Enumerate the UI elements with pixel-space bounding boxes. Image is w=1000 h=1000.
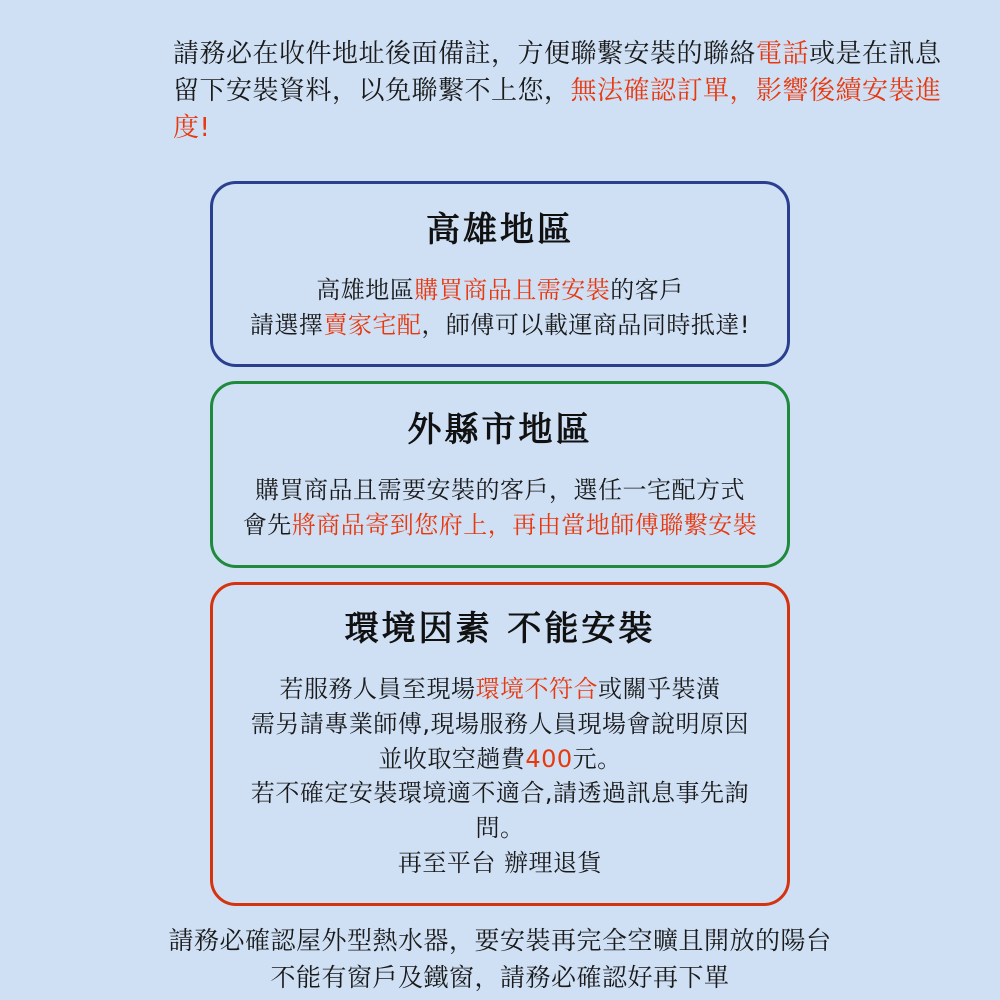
footer-line-2: 不能有窗戶及鐵窗，請務必確認好再下單 [270, 963, 730, 993]
footer-line-1: 請務必確認屋外型熱水器，要安裝再完全空曠且開放的陽台 [168, 925, 832, 955]
card-kaohsiung-body: 高雄地區購買商品且需安裝的客戶 請選擇賣家宅配，師傅可以載運商品同時抵達! [249, 275, 751, 339]
card-kaohsiung [210, 181, 790, 368]
card-environment-body: 若服務人員至現場環境不符合或關乎裝潢 需另請專業師傅,現場服務人員現場會說明原因 並收取空趟費400元。 若不確定安裝環境適不適合,請透過訊息事先詢問。 再至平台 辦理退貨 [250, 674, 750, 877]
card-outside-county-body: 購買商品且需要安裝的客戶，選任一宅配方式 會先將商品寄到您府上，再由當地師傅聯繫安裝 [242, 476, 758, 540]
card-outside-county-title: 外縣市地區 [407, 410, 593, 451]
footer-notice [18, 922, 982, 997]
card-environment [210, 582, 790, 906]
card-kaohsiung-title: 高雄地區 [426, 209, 574, 250]
card-environment-title: 環境因素 不能安裝 [344, 608, 656, 649]
card-outside-county [210, 381, 790, 568]
top-notice-text: 請務必在收件地址後面備註，方便聯繫安裝的聯絡電話或是在訊息留下安裝資料，以免聯繫不上您，無法確認訂單，影響後續安裝進度! [173, 39, 942, 143]
top-notice [18, 22, 982, 163]
